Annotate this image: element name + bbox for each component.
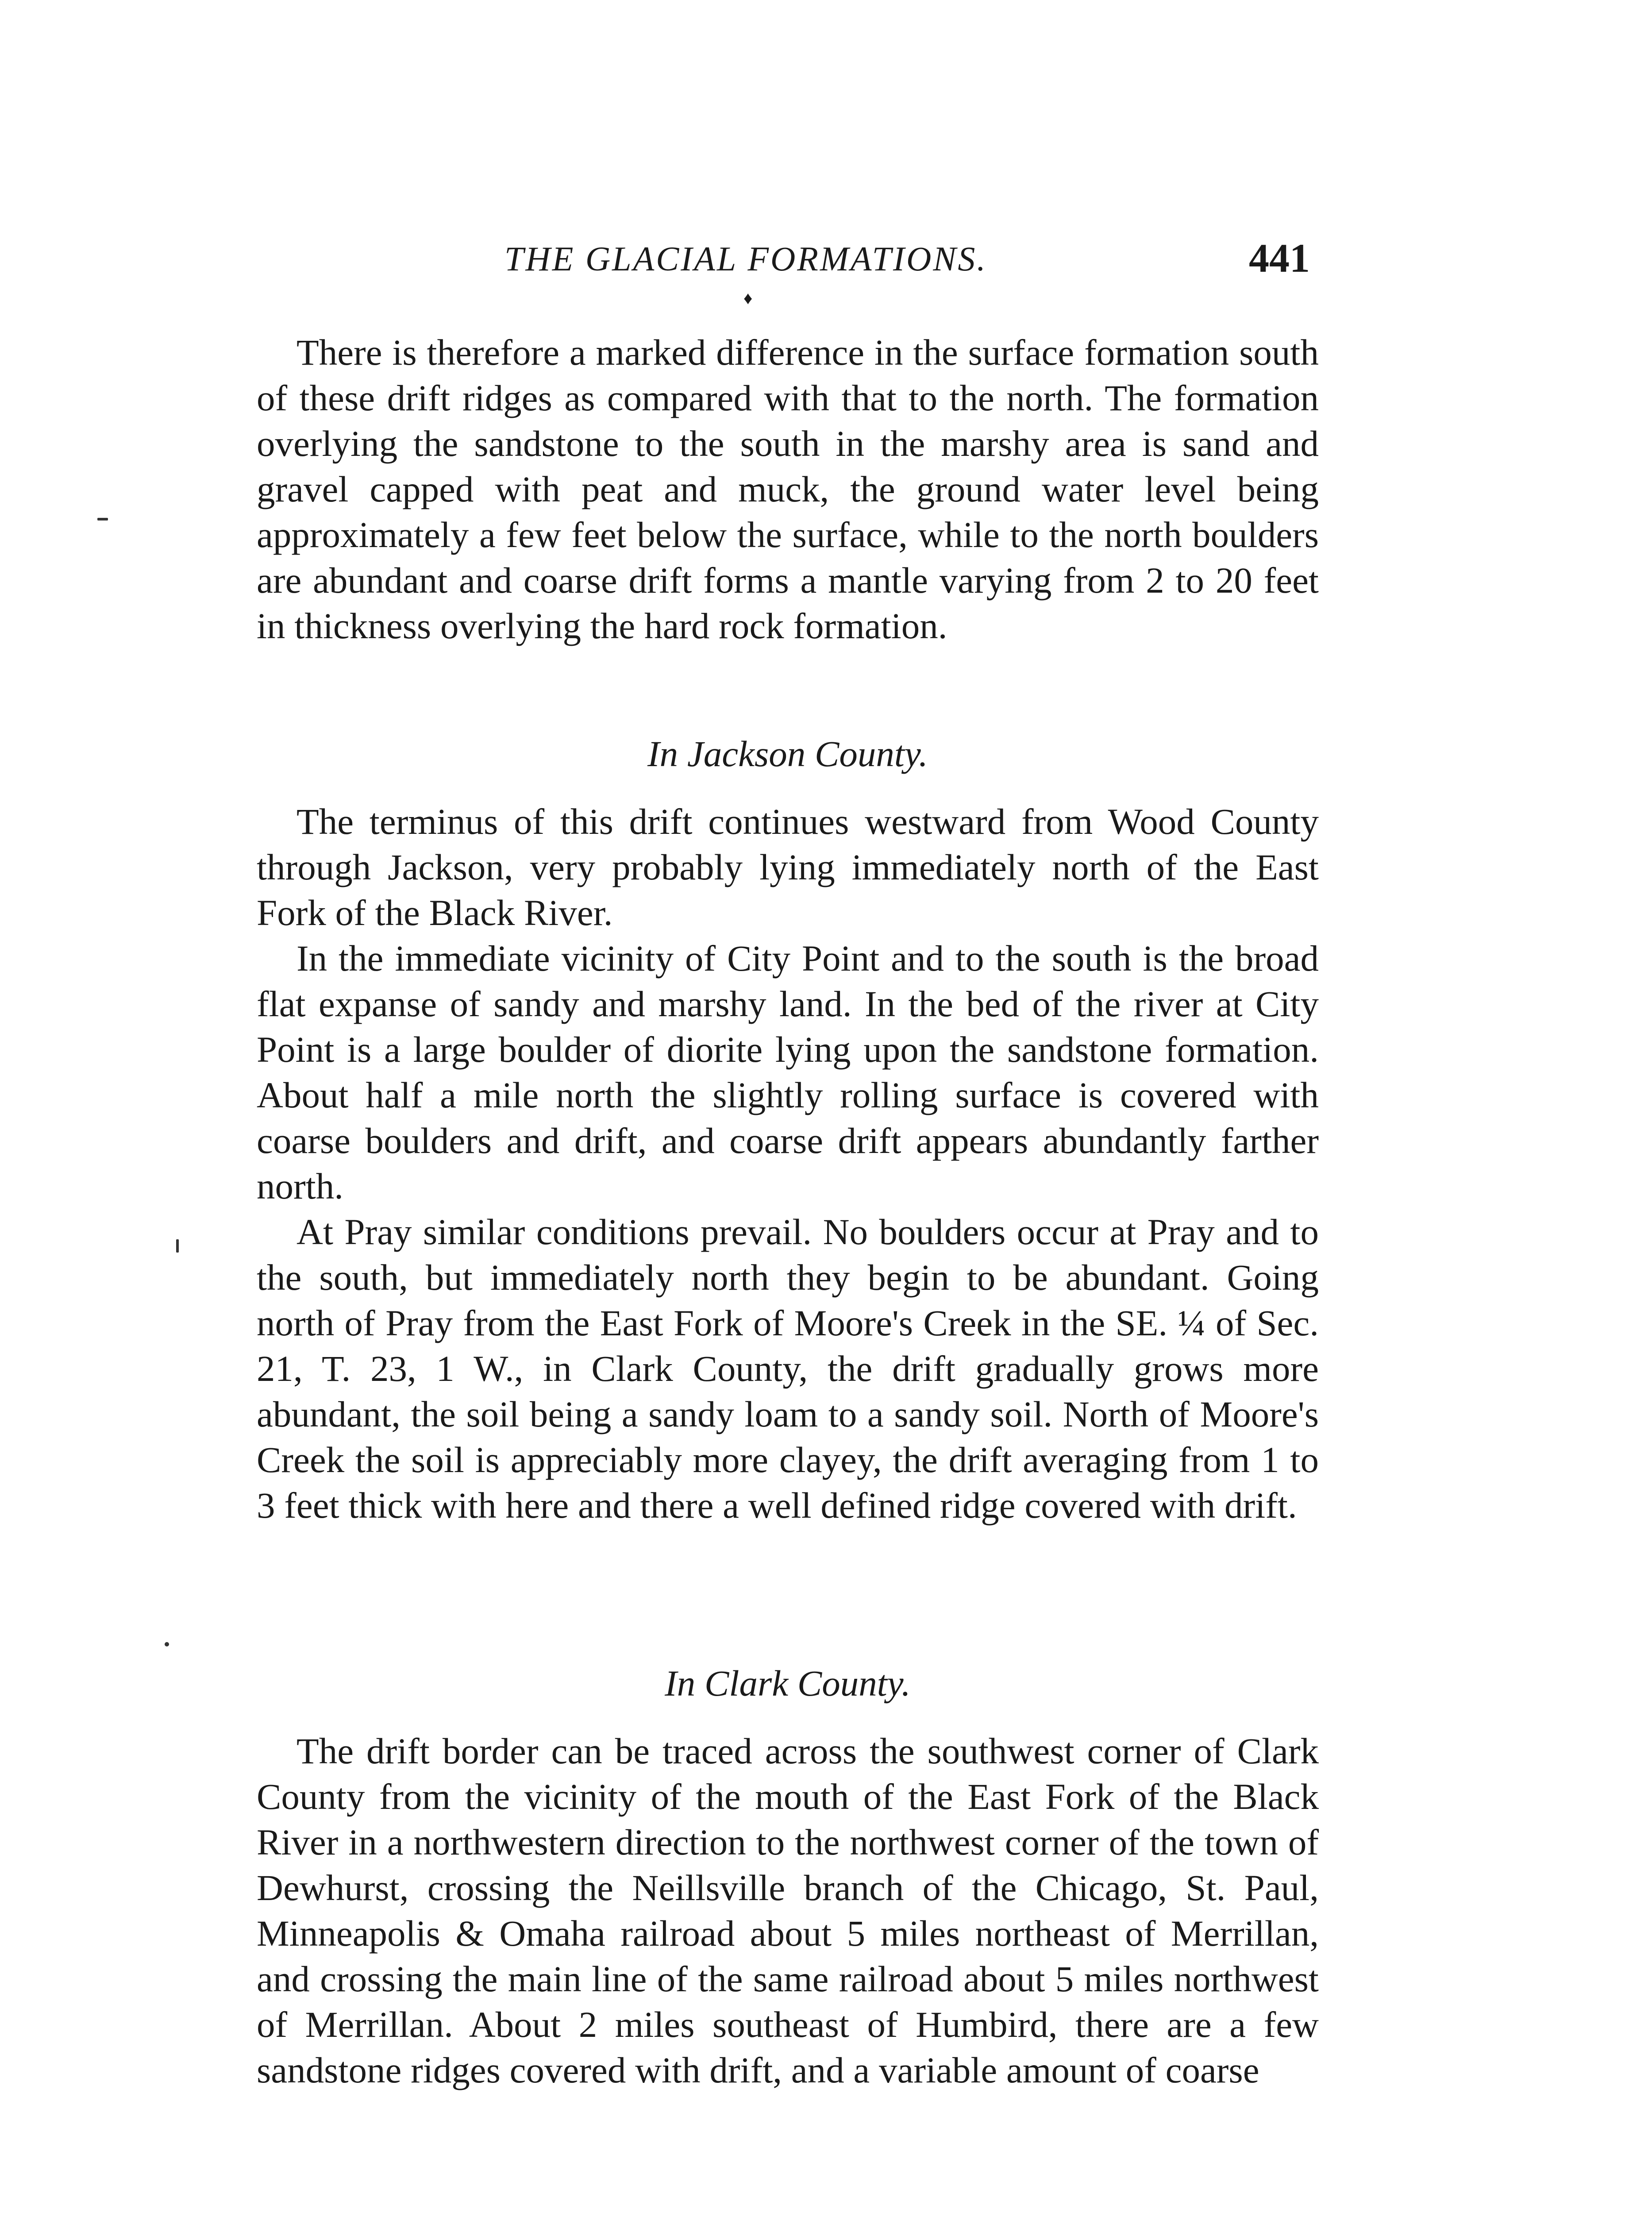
scan-speck: [165, 1642, 169, 1646]
ornament-icon: ♦: [743, 288, 753, 308]
paragraph: The drift border can be traced across the southwest corner of Clark County from the vicinity of the mouth of the East Fork of the Black River in a northwestern direction to the northwest corner of the town of Dewhurst, crossing the Neillsville branch of the Chicago, St. Paul, Minneapolis & Omaha railroad about 5 miles northeast of Merrillan, and crossing the main line of the same railroad about 5 miles northwest of Merrillan. About 2 miles southeast of Humbird, there are a few sandstone ridges covered with drift, and a variable amount of coarse: [257, 1731, 1319, 2090]
paragraph: The terminus of this drift continues westward from Wood County through Jackson, very probably lying immediately north of the East Fork of the Black River.: [257, 801, 1319, 933]
section-heading-jackson: In Jackson County.: [647, 733, 928, 774]
running-head: THE GLACIAL FORMATIONS.: [504, 239, 987, 278]
page-header: [257, 230, 1319, 308]
scan-speck: [176, 1239, 179, 1253]
page-number: 441: [1249, 235, 1310, 281]
paragraph: There is therefore a marked difference in the surface formation south of these drift ridges as compared with that to the north. The formation overlying the sandstone to the south in the marshy area is sand and gravel capped with peat and muck, the ground water level being approximately a few feet below the surface, while to the north boulders are abundant and coarse drift forms a mantle varying from 2 to 20 feet in thickness overlying the hard rock formation.: [257, 332, 1319, 646]
intro-section: [257, 330, 1319, 649]
section-heading-clark: In Clark County.: [665, 1663, 911, 1704]
jackson-section: [257, 799, 1319, 1528]
paragraph: In the immediate vicinity of City Point and to the south is the broad flat expanse of sandy and marshy land. In the bed of the river at City Point is a large boulder of diorite lying upon the sandstone formation. About half a mile north the slightly rolling surface is covered with coarse boulders and drift, and coarse drift appears abundantly farther north.: [257, 938, 1319, 1207]
paragraph: At Pray similar conditions prevail. No boulders occur at Pray and to the south, but immediately north they begin to be abundant. Going north of Pray from the East Fork of Moore's Creek in the SE. ¼ of Sec. 21, T. 23, 1 W., in Clark County, the drift gradually grows more abundant, the soil being a sandy loam to a sandy soil. North of Moore's Creek the soil is appreciably more clayey, the drift averaging from 1 to 3 feet thick with here and there a well defined ridge covered with drift.: [257, 1211, 1319, 1526]
scan-speck: [97, 518, 108, 520]
clark-section: [257, 1728, 1319, 2093]
